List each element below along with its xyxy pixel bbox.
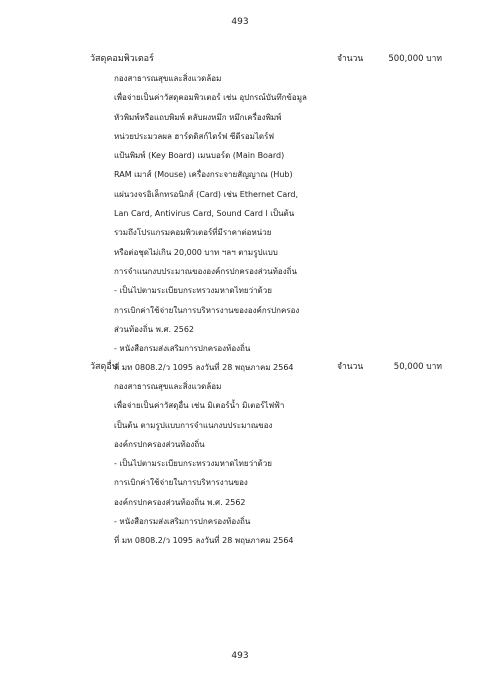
section-body-computer-supplies	[114, 73, 307, 382]
body-line: องค์กรปกครองส่วนท้องถิ่น	[114, 439, 205, 449]
amount-label-other-supplies: จำนวน	[337, 362, 364, 372]
body-line: กองสาธารณสุขและสิ่งแวดล้อม	[114, 74, 222, 83]
body-line: ที่ มท 0808.2/ว 1095 ลงวันที่ 28 พฤษภาคม 2564	[114, 363, 294, 373]
body-line: เพื่อจ่ายเป็นค่าวัสดุอื่น เช่น มิเตอร์น้ำ มิเตอร์ไฟฟ้า	[114, 401, 285, 411]
body-line: ที่ มท 0808.2/ว 1095 ลงวันที่ 28 พฤษภาคม 2564	[114, 536, 294, 546]
body-line: หน่วยประมวลผล ฮาร์ดดิสก์ไดร์ฟ ซีดีรอมไดร์ฟ	[114, 131, 275, 141]
body-line: RAM เมาส์ (Mouse) เครื่องกระจายสัญญาณ (Hub)	[114, 170, 293, 180]
body-line: ส่วนท้องถิ่น พ.ศ. 2562	[114, 324, 195, 334]
body-line: แป้นพิมพ์ (Key Board) เมนบอร์ด (Main Board)	[114, 151, 285, 161]
body-line: การจำแนกงบประมาณขององค์กรปกครองส่วนท้องถิ่น	[114, 266, 297, 276]
amount-value-other-supplies: 50,000 บาท	[393, 362, 442, 372]
body-line: การเบิกค่าใช้จ่ายในการบริหารงานของ	[114, 478, 248, 488]
body-line: - หนังสือกรมส่งเสริมการปกครองท้องถิ่น	[114, 517, 251, 527]
body-line: การเบิกค่าใช้จ่ายในการบริหารงานขององค์กรปกครอง	[114, 305, 300, 315]
page-number-top: 493	[231, 17, 249, 27]
body-line: แผ่นวงจรอิเล็กทรอนิกส์ (Card) เช่น Ethernet Card,	[114, 189, 299, 199]
page-number-bottom: 493	[231, 651, 249, 661]
body-line: กองสาธารณสุขและสิ่งแวดล้อม	[114, 382, 222, 391]
body-line: เพื่อจ่ายเป็นค่าวัสดุคอมพิวเตอร์ เช่น อุปกรณ์บันทึกข้อมูล	[114, 93, 307, 103]
body-line: รวมถึงโปรแกรมคอมพิวเตอร์ที่มีราคาต่อหน่วย	[114, 228, 272, 238]
section-body-other-supplies	[114, 381, 294, 555]
body-line: - เป็นไปตามระเบียบกระทรวงมหาดไทยว่าด้วย	[114, 459, 272, 469]
body-line: องค์กรปกครองส่วนท้องถิ่น พ.ศ. 2562	[114, 497, 246, 507]
amount-value-computer-supplies: 500,000 บาท	[388, 54, 442, 64]
body-line: - เป็นไปตามระเบียบกระทรวงมหาดไทยว่าด้วย	[114, 286, 272, 296]
section-title-computer-supplies: วัสดุคอมพิวเตอร์	[90, 54, 154, 64]
amount-label-computer-supplies: จำนวน	[337, 54, 364, 64]
body-line: Lan Card, Antivirus Card, Sound Card l เป็นต้น	[114, 209, 295, 219]
body-line: หรือต่อชุดไม่เกิน 20,000 บาท ฯลฯ ตามรูปแบบ	[114, 247, 278, 257]
body-line: เป็นต้น ตามรูปแบบการจำแนกงบประมาณของ	[114, 420, 273, 430]
body-line: - หนังสือกรมส่งเสริมการปกครองท้องถิ่น	[114, 344, 251, 354]
section-title-other-supplies: วัสดุอื่น	[90, 362, 118, 372]
body-line: หัวพิมพ์หรือแถบพิมพ์ ตลับผงหมึก หมึกเครื่องพิมพ์	[114, 112, 282, 122]
